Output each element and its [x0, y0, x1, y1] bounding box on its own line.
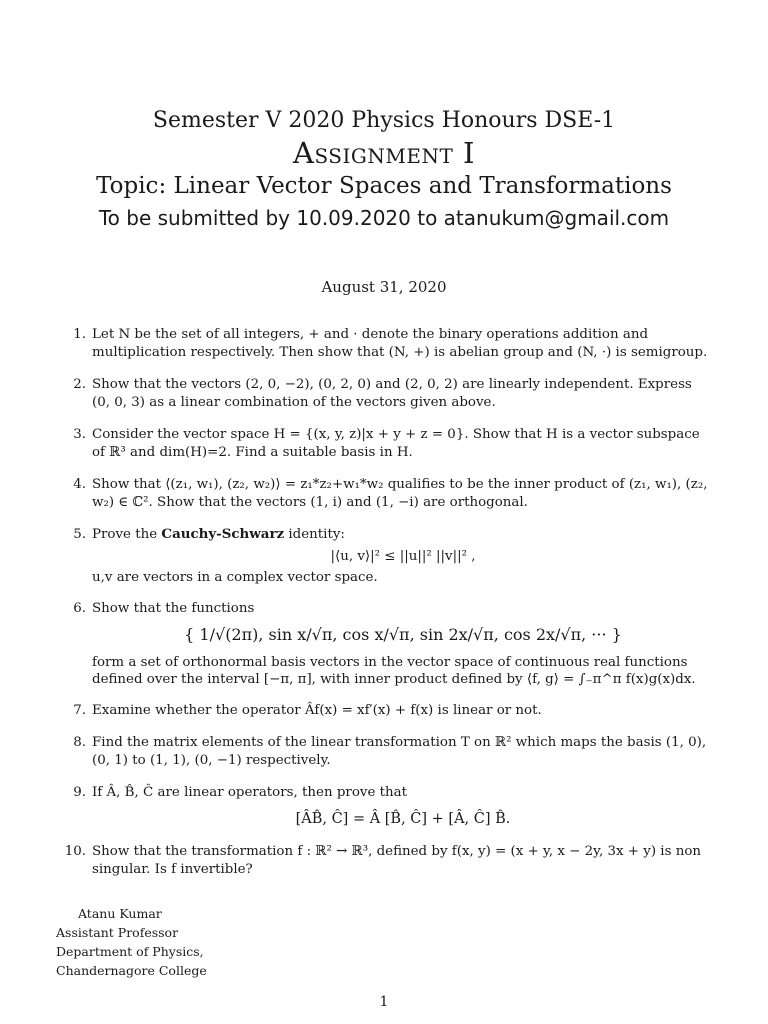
problem-item [73, 376, 714, 411]
problem-item [73, 734, 714, 769]
problem-number: 2. [73, 377, 86, 392]
problem-item [73, 600, 714, 689]
problem-text: identity: [284, 527, 345, 542]
problem-number: 10. [64, 844, 86, 859]
problem-text: Find the matrix elements of the linear transformation T on ℝ² which maps the basis (1, 0), (0, 1) to (1, 1), (0, −1) respectively. [92, 735, 707, 768]
problem-item [73, 702, 714, 720]
problem-number: 4. [73, 477, 86, 492]
problem-item [73, 526, 714, 587]
problem-equation: { 1/√(2π), sin x/√π, cos x/√π, sin 2x/√π, cos 2x/√π, ··· } [184, 625, 622, 644]
problem-text: Consider the vector space H = {(x, y, z)|x + y + z = 0}. Show that H is a vector subspace of ℝ³ and dim(H)=2. Find a suitable basis in H. [92, 427, 700, 460]
author-college: Chandernagore College [56, 963, 207, 978]
topic-title: Topic: Linear Vector Spaces and Transformations [96, 173, 672, 199]
course-title: Semester V 2020 Physics Honours DSE-1 [152, 108, 616, 133]
problem-item [73, 426, 714, 461]
problem-text-continued: u,v are vectors in a complex vector space. [92, 570, 378, 585]
problem-equation: |⟨u, v⟩|² ≤ ||u||² ||v||² , [330, 548, 476, 564]
problem-text: Show that the functions [92, 600, 255, 616]
submission-line: To be submitted by 10.09.2020 to atanukum@gmail.com [98, 206, 670, 230]
author-department: Department of Physics, [56, 944, 204, 959]
document-date: August 31, 2020 [321, 278, 447, 296]
problem-text: Show that the vectors (2, 0, −2), (0, 2, 0) and (2, 0, 2) are linearly independent. Express (0, 0, 3) as a linear combination of the vectors given above. [92, 377, 692, 410]
title-block [0, 100, 768, 234]
assignment-title: Assignment I [293, 136, 475, 170]
problem-text: If Â, B̂, Ĉ are linear operators, then prove that [92, 785, 407, 800]
problem-list [64, 326, 714, 878]
problem-text: Let N be the set of all integers, + and · denote the binary operations addition and multiplication respectively. Then show that (N, +) is abelian group and (N, ·) is semigroup. [92, 327, 708, 360]
problem-item [73, 476, 714, 511]
problem-number: 1. [73, 327, 86, 342]
problem-item [73, 784, 714, 828]
problem-item [73, 326, 714, 361]
problem-number: 8. [73, 735, 86, 750]
problem-text: Show that the transformation f : ℝ² → ℝ³, defined by f(x, y) = (x + y, x − 2y, 3x + y) is non singular. Is f invertible? [92, 844, 702, 877]
problem-number: 9. [73, 785, 86, 800]
problem-equation: [ÂB̂, Ĉ] = Â [B̂, Ĉ] + [Â, Ĉ] B̂. [295, 810, 511, 827]
author-block [56, 904, 207, 980]
problem-text: Examine whether the operator Âf(x) = xf′(x) + f(x) is linear or not. [92, 702, 542, 718]
problem-number: 7. [73, 702, 86, 718]
problem-number: 5. [73, 527, 86, 542]
problem-number: 6. [73, 600, 86, 616]
problem-number: 3. [73, 427, 86, 442]
problem-bold-term: Cauchy-Schwarz [161, 526, 285, 542]
problem-text: Show that ⟨(z₁, w₁), (z₂, w₂)⟩ = z₁*z₂+w₁*w₂ qualifies to be the inner product of (z₁, w₁), (z₂, w₂) ∈ ℂ². Show that the vectors (1, i) and (1, −i) are orthogonal. [92, 477, 708, 510]
author-position: Assistant Professor [56, 925, 179, 940]
problem-item [64, 843, 714, 878]
problem-text: Prove the [92, 527, 162, 542]
problem-text-continued: form a set of orthonormal basis vectors in the vector space of continuous real functions defined over the interval [−π, π], with inner product defined by ⟨f, g⟩ = ∫₋π^π f(x)g(x)dx. [92, 654, 696, 687]
author-name: Atanu Kumar [78, 906, 162, 921]
page-number: 1 [379, 994, 389, 1010]
